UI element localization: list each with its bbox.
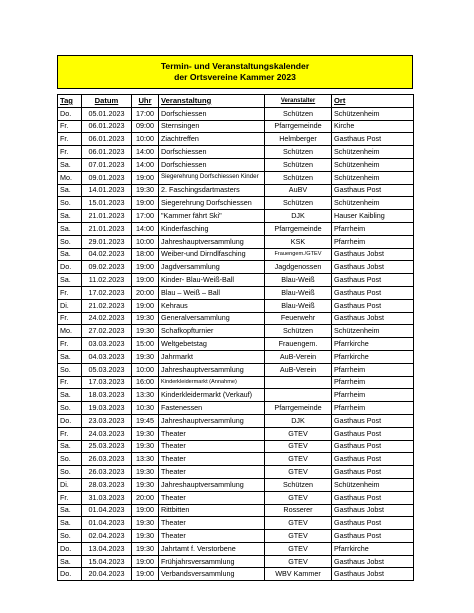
table-header-row bbox=[58, 95, 414, 108]
table-row bbox=[58, 274, 414, 287]
cell-veranstaltung: 2. Faschingsdartmasters bbox=[159, 184, 265, 197]
cell-ort: Schützenheim bbox=[332, 325, 414, 338]
cell-veranstaltung: Sternsingen bbox=[159, 120, 265, 133]
cell-ort: Gasthaus Post bbox=[332, 286, 414, 299]
cell-uhr: 09:00 bbox=[132, 120, 159, 133]
cell-veranstaltung: Jahreshauptversammlung bbox=[159, 414, 265, 427]
cell-uhr: 19:30 bbox=[132, 478, 159, 491]
cell-tag: Sa. bbox=[58, 222, 82, 235]
cell-veranstaltung: Theater bbox=[159, 466, 265, 479]
cell-uhr: 14:00 bbox=[132, 146, 159, 159]
cell-ort: Gasthaus Post bbox=[332, 491, 414, 504]
cell-datum: 06.01.2023 bbox=[82, 146, 132, 159]
cell-datum: 01.04.2023 bbox=[82, 517, 132, 530]
header-tag: Tag bbox=[58, 95, 82, 108]
cell-tag: Do. bbox=[58, 107, 82, 120]
cell-uhr: 19:00 bbox=[132, 171, 159, 184]
cell-tag: Fr. bbox=[58, 338, 82, 351]
cell-datum: 21.01.2023 bbox=[82, 222, 132, 235]
cell-tag: So. bbox=[58, 466, 82, 479]
cell-ort: Pfarrheim bbox=[332, 235, 414, 248]
cell-uhr: 20:00 bbox=[132, 286, 159, 299]
table-row bbox=[58, 427, 414, 440]
cell-tag: Di. bbox=[58, 478, 82, 491]
cell-datum: 02.04.2023 bbox=[82, 530, 132, 543]
table-row bbox=[58, 555, 414, 568]
cell-ort: Gasthaus Post bbox=[332, 530, 414, 543]
table-row bbox=[58, 376, 414, 389]
cell-veranstalter: WBV Kammer bbox=[265, 568, 332, 581]
table-row bbox=[58, 286, 414, 299]
cell-tag: Do. bbox=[58, 568, 82, 581]
cell-veranstaltung: Jagdversammlung bbox=[159, 261, 265, 274]
cell-tag: Sa. bbox=[58, 210, 82, 223]
cell-veranstalter: Feuerwehr bbox=[265, 312, 332, 325]
cell-datum: 13.04.2023 bbox=[82, 542, 132, 555]
cell-veranstaltung: Siegerehrung Dorfschiessen bbox=[159, 197, 265, 210]
cell-uhr: 19:30 bbox=[132, 530, 159, 543]
cell-datum: 27.02.2023 bbox=[82, 325, 132, 338]
cell-tag: Fr. bbox=[58, 120, 82, 133]
table-row bbox=[58, 453, 414, 466]
cell-tag: Fr. bbox=[58, 491, 82, 504]
cell-veranstalter: GTEV bbox=[265, 440, 332, 453]
cell-uhr: 10:00 bbox=[132, 363, 159, 376]
cell-veranstalter: Pfarrgemeinde bbox=[265, 120, 332, 133]
cell-datum: 15.01.2023 bbox=[82, 197, 132, 210]
header-uhr: Uhr bbox=[132, 95, 159, 108]
cell-veranstalter: DJK bbox=[265, 210, 332, 223]
cell-ort: Gasthaus Post bbox=[332, 440, 414, 453]
table-row bbox=[58, 107, 414, 120]
cell-veranstaltung: Kinderfasching bbox=[159, 222, 265, 235]
cell-uhr: 19:30 bbox=[132, 440, 159, 453]
cell-datum: 14.01.2023 bbox=[82, 184, 132, 197]
cell-tag: Fr. bbox=[58, 133, 82, 146]
cell-ort: Schützenheim bbox=[332, 197, 414, 210]
table-row bbox=[58, 210, 414, 223]
cell-uhr: 19:30 bbox=[132, 312, 159, 325]
cell-tag: Fr. bbox=[58, 376, 82, 389]
cell-tag: Sa. bbox=[58, 504, 82, 517]
cell-datum: 31.03.2023 bbox=[82, 491, 132, 504]
cell-uhr: 19:30 bbox=[132, 517, 159, 530]
cell-tag: Fr. bbox=[58, 312, 82, 325]
cell-tag: Sa. bbox=[58, 248, 82, 261]
cell-datum: 06.01.2023 bbox=[82, 133, 132, 146]
table-row bbox=[58, 363, 414, 376]
cell-veranstalter: DJK bbox=[265, 414, 332, 427]
cell-veranstaltung: Jahreshauptversammlung bbox=[159, 363, 265, 376]
cell-veranstalter bbox=[265, 389, 332, 402]
cell-tag: So. bbox=[58, 453, 82, 466]
cell-veranstalter: Schützen bbox=[265, 197, 332, 210]
cell-datum: 03.03.2023 bbox=[82, 338, 132, 351]
cell-ort: Pfarrheim bbox=[332, 376, 414, 389]
cell-tag: Sa. bbox=[58, 555, 82, 568]
cell-veranstalter: Blau-Weiß bbox=[265, 274, 332, 287]
cell-datum: 26.03.2023 bbox=[82, 453, 132, 466]
cell-datum: 21.01.2023 bbox=[82, 210, 132, 223]
cell-datum: 17.02.2023 bbox=[82, 286, 132, 299]
cell-datum: 09.02.2023 bbox=[82, 261, 132, 274]
table-row bbox=[58, 133, 414, 146]
cell-datum: 07.01.2023 bbox=[82, 158, 132, 171]
cell-veranstaltung: Jahreshauptversammlung bbox=[159, 478, 265, 491]
cell-veranstaltung: Theater bbox=[159, 440, 265, 453]
cell-uhr: 10:00 bbox=[132, 235, 159, 248]
cell-veranstalter: GTEV bbox=[265, 517, 332, 530]
cell-ort: Gasthaus Post bbox=[332, 517, 414, 530]
cell-veranstalter: Schützen bbox=[265, 158, 332, 171]
cell-tag: Mo. bbox=[58, 171, 82, 184]
cell-datum: 04.03.2023 bbox=[82, 350, 132, 363]
cell-veranstalter bbox=[265, 376, 332, 389]
cell-ort: Hauser Kaibling bbox=[332, 210, 414, 223]
cell-uhr: 19:30 bbox=[132, 350, 159, 363]
header-veranstalter: Veranstalter bbox=[265, 95, 332, 108]
cell-tag: Sa. bbox=[58, 184, 82, 197]
cell-veranstalter: Rosserer bbox=[265, 504, 332, 517]
cell-datum: 17.03.2023 bbox=[82, 376, 132, 389]
cell-veranstaltung: Theater bbox=[159, 453, 265, 466]
cell-veranstaltung: Fastenessen bbox=[159, 402, 265, 415]
cell-datum: 18.03.2023 bbox=[82, 389, 132, 402]
cell-datum: 23.03.2023 bbox=[82, 414, 132, 427]
cell-datum: 05.01.2023 bbox=[82, 107, 132, 120]
cell-veranstalter: Schützen bbox=[265, 107, 332, 120]
cell-veranstaltung: Generalversammlung bbox=[159, 312, 265, 325]
table-row bbox=[58, 517, 414, 530]
table-row bbox=[58, 568, 414, 581]
cell-datum: 29.01.2023 bbox=[82, 235, 132, 248]
cell-uhr: 19:30 bbox=[132, 325, 159, 338]
table-row bbox=[58, 338, 414, 351]
cell-datum: 24.03.2023 bbox=[82, 427, 132, 440]
cell-uhr: 18:00 bbox=[132, 248, 159, 261]
cell-veranstalter: Blau-Weiß bbox=[265, 299, 332, 312]
cell-uhr: 19:00 bbox=[132, 504, 159, 517]
cell-uhr: 19:30 bbox=[132, 184, 159, 197]
cell-veranstaltung: Jahrmarkt bbox=[159, 350, 265, 363]
cell-tag: Sa. bbox=[58, 389, 82, 402]
cell-ort: Gasthaus Jobst bbox=[332, 555, 414, 568]
cell-veranstalter: GTEV bbox=[265, 530, 332, 543]
cell-veranstaltung: Frühjahrsversammlung bbox=[159, 555, 265, 568]
cell-veranstaltung: Kinderkleidermarkt (Verkauf) bbox=[159, 389, 265, 402]
cell-ort: Schützenheim bbox=[332, 146, 414, 159]
header-ort: Ort bbox=[332, 95, 414, 108]
cell-ort: Gasthaus Post bbox=[332, 299, 414, 312]
cell-veranstalter: Schützen bbox=[265, 325, 332, 338]
table-row bbox=[58, 120, 414, 133]
cell-veranstaltung: Ziachtreffen bbox=[159, 133, 265, 146]
cell-veranstalter: Pfarrgemeinde bbox=[265, 402, 332, 415]
events-table bbox=[57, 94, 414, 581]
cell-veranstaltung: Schafkopfturnier bbox=[159, 325, 265, 338]
cell-uhr: 19:00 bbox=[132, 555, 159, 568]
cell-tag: Sa. bbox=[58, 440, 82, 453]
table-row bbox=[58, 414, 414, 427]
cell-uhr: 19:00 bbox=[132, 274, 159, 287]
cell-veranstaltung: Theater bbox=[159, 517, 265, 530]
cell-tag: Sa. bbox=[58, 350, 82, 363]
table-row bbox=[58, 299, 414, 312]
cell-veranstaltung: Dorfschiessen bbox=[159, 158, 265, 171]
cell-ort: Pfarrkirche bbox=[332, 338, 414, 351]
cell-veranstalter: AuB-Verein bbox=[265, 350, 332, 363]
table-row bbox=[58, 171, 414, 184]
cell-datum: 25.03.2023 bbox=[82, 440, 132, 453]
calendar-sheet bbox=[57, 55, 413, 581]
table-row bbox=[58, 504, 414, 517]
cell-ort: Schützenheim bbox=[332, 171, 414, 184]
table-row bbox=[58, 542, 414, 555]
cell-veranstalter: AuBV bbox=[265, 184, 332, 197]
cell-ort: Gasthaus Jobst bbox=[332, 261, 414, 274]
cell-ort: Gasthaus Jobst bbox=[332, 312, 414, 325]
cell-ort: Gasthaus Post bbox=[332, 453, 414, 466]
table-row bbox=[58, 325, 414, 338]
cell-ort: Gasthaus Post bbox=[332, 274, 414, 287]
cell-uhr: 10:00 bbox=[132, 133, 159, 146]
cell-tag: So. bbox=[58, 402, 82, 415]
cell-veranstaltung: Kehraus bbox=[159, 299, 265, 312]
cell-datum: 09.01.2023 bbox=[82, 171, 132, 184]
cell-tag: So. bbox=[58, 197, 82, 210]
cell-uhr: 17:00 bbox=[132, 107, 159, 120]
cell-veranstalter: GTEV bbox=[265, 453, 332, 466]
cell-tag: Fr. bbox=[58, 286, 82, 299]
table-row bbox=[58, 158, 414, 171]
cell-tag: Sa. bbox=[58, 517, 82, 530]
cell-tag: Do. bbox=[58, 261, 82, 274]
cell-uhr: 15:00 bbox=[132, 338, 159, 351]
cell-ort: Gasthaus Post bbox=[332, 133, 414, 146]
cell-veranstalter: Frauengem. bbox=[265, 338, 332, 351]
cell-veranstaltung: Jahrtamt f. Verstorbene bbox=[159, 542, 265, 555]
cell-veranstalter: GTEV bbox=[265, 466, 332, 479]
cell-uhr: 20:00 bbox=[132, 491, 159, 504]
table-row bbox=[58, 389, 414, 402]
cell-veranstalter: AuB-Verein bbox=[265, 363, 332, 376]
table-row bbox=[58, 235, 414, 248]
cell-ort: Pfarrkirche bbox=[332, 542, 414, 555]
cell-ort: Gasthaus Jobst bbox=[332, 568, 414, 581]
cell-datum: 01.04.2023 bbox=[82, 504, 132, 517]
table-row bbox=[58, 261, 414, 274]
cell-uhr: 19:30 bbox=[132, 427, 159, 440]
cell-uhr: 14:00 bbox=[132, 158, 159, 171]
table-row bbox=[58, 402, 414, 415]
cell-veranstaltung: Theater bbox=[159, 530, 265, 543]
cell-ort: Schützenheim bbox=[332, 478, 414, 491]
cell-veranstaltung: Weiber-und Dirndlfasching bbox=[159, 248, 265, 261]
cell-tag: So. bbox=[58, 235, 82, 248]
cell-ort: Gasthaus Post bbox=[332, 184, 414, 197]
cell-veranstalter: Blau-Weiß bbox=[265, 286, 332, 299]
cell-datum: 26.03.2023 bbox=[82, 466, 132, 479]
cell-datum: 24.02.2023 bbox=[82, 312, 132, 325]
cell-ort: Pfarrheim bbox=[332, 363, 414, 376]
cell-tag: Fr. bbox=[58, 146, 82, 159]
table-row bbox=[58, 222, 414, 235]
cell-uhr: 19:00 bbox=[132, 197, 159, 210]
cell-veranstalter: KSK bbox=[265, 235, 332, 248]
cell-veranstalter: Schützen bbox=[265, 146, 332, 159]
cell-tag: So. bbox=[58, 363, 82, 376]
cell-veranstalter: Schützen bbox=[265, 478, 332, 491]
cell-tag: Do. bbox=[58, 542, 82, 555]
cell-ort: Pfarrheim bbox=[332, 222, 414, 235]
table-row bbox=[58, 478, 414, 491]
cell-ort: Kirche bbox=[332, 120, 414, 133]
cell-veranstaltung: Kinderkleidermarkt (Annahme) bbox=[159, 376, 265, 389]
cell-uhr: 17:00 bbox=[132, 210, 159, 223]
cell-tag: Di. bbox=[58, 299, 82, 312]
cell-uhr: 10:30 bbox=[132, 402, 159, 415]
cell-veranstaltung: Verbandsversammlung bbox=[159, 568, 265, 581]
cell-uhr: 19:30 bbox=[132, 542, 159, 555]
cell-ort: Gasthaus Post bbox=[332, 427, 414, 440]
cell-ort: Gasthaus Post bbox=[332, 414, 414, 427]
table-row bbox=[58, 530, 414, 543]
table-row bbox=[58, 466, 414, 479]
cell-veranstaltung: Siegerehrung Dorfschiessen Kinder bbox=[159, 171, 265, 184]
cell-veranstaltung: Kinder- Blau-Weiß-Ball bbox=[159, 274, 265, 287]
table-row bbox=[58, 146, 414, 159]
cell-veranstalter: GTEV bbox=[265, 427, 332, 440]
cell-datum: 21.02.2023 bbox=[82, 299, 132, 312]
cell-datum: 28.03.2023 bbox=[82, 478, 132, 491]
cell-ort: Schützenheim bbox=[332, 158, 414, 171]
cell-veranstalter: Jagdgenossen bbox=[265, 261, 332, 274]
cell-tag: Sa. bbox=[58, 274, 82, 287]
calendar-title-box bbox=[57, 55, 413, 89]
cell-tag: Do. bbox=[58, 414, 82, 427]
calendar-title-line2: der Ortsvereine Kammer 2023 bbox=[174, 72, 296, 82]
cell-tag: Mo. bbox=[58, 325, 82, 338]
cell-veranstalter: GTEV bbox=[265, 491, 332, 504]
table-row bbox=[58, 197, 414, 210]
calendar-title-line1: Termin- und Veranstaltungskalender bbox=[160, 61, 310, 71]
cell-ort: Gasthaus Jobst bbox=[332, 504, 414, 517]
header-datum: Datum bbox=[82, 95, 132, 108]
table-row bbox=[58, 184, 414, 197]
table-row bbox=[58, 312, 414, 325]
cell-datum: 15.04.2023 bbox=[82, 555, 132, 568]
cell-veranstalter: GTEV bbox=[265, 555, 332, 568]
cell-uhr: 13:30 bbox=[132, 453, 159, 466]
cell-uhr: 19:00 bbox=[132, 261, 159, 274]
cell-ort: Pfarrheim bbox=[332, 402, 414, 415]
table-row bbox=[58, 440, 414, 453]
cell-datum: 05.03.2023 bbox=[82, 363, 132, 376]
cell-datum: 19.03.2023 bbox=[82, 402, 132, 415]
cell-uhr: 19:00 bbox=[132, 568, 159, 581]
cell-veranstaltung: "Kammer fährt Ski" bbox=[159, 210, 265, 223]
cell-veranstalter: Pfarrgemeinde bbox=[265, 222, 332, 235]
cell-tag: So. bbox=[58, 530, 82, 543]
cell-uhr: 16:00 bbox=[132, 376, 159, 389]
cell-tag: Fr. bbox=[58, 427, 82, 440]
table-row bbox=[58, 350, 414, 363]
cell-veranstaltung: Dorfschiessen bbox=[159, 107, 265, 120]
cell-veranstalter: GTEV bbox=[265, 542, 332, 555]
cell-datum: 04.02.2023 bbox=[82, 248, 132, 261]
cell-ort: Gasthaus Jobst bbox=[332, 248, 414, 261]
cell-uhr: 14:00 bbox=[132, 222, 159, 235]
cell-ort: Pfarrkirche bbox=[332, 350, 414, 363]
cell-datum: 06.01.2023 bbox=[82, 120, 132, 133]
cell-veranstaltung: Rittbitten bbox=[159, 504, 265, 517]
cell-ort: Pfarrheim bbox=[332, 389, 414, 402]
cell-ort: Gasthaus Post bbox=[332, 466, 414, 479]
cell-veranstaltung: Blau – Weiß – Ball bbox=[159, 286, 265, 299]
cell-tag: Sa. bbox=[58, 158, 82, 171]
table-row bbox=[58, 491, 414, 504]
cell-uhr: 19:30 bbox=[132, 466, 159, 479]
cell-uhr: 13:30 bbox=[132, 389, 159, 402]
cell-veranstaltung: Weltgebetstag bbox=[159, 338, 265, 351]
cell-datum: 20.04.2023 bbox=[82, 568, 132, 581]
cell-veranstalter: Helmberger bbox=[265, 133, 332, 146]
cell-veranstaltung: Theater bbox=[159, 491, 265, 504]
cell-ort: Schützenheim bbox=[332, 107, 414, 120]
cell-veranstalter: Frauengem./GTEV bbox=[265, 248, 332, 261]
cell-veranstaltung: Dorfschiessen bbox=[159, 146, 265, 159]
cell-veranstaltung: Jahreshauptversammlung bbox=[159, 235, 265, 248]
table-row bbox=[58, 248, 414, 261]
cell-uhr: 19:00 bbox=[132, 299, 159, 312]
cell-datum: 11.02.2023 bbox=[82, 274, 132, 287]
cell-veranstaltung: Theater bbox=[159, 427, 265, 440]
cell-uhr: 19:45 bbox=[132, 414, 159, 427]
cell-veranstalter: Schützen bbox=[265, 171, 332, 184]
header-veranstaltung: Veranstaltung bbox=[159, 95, 265, 108]
